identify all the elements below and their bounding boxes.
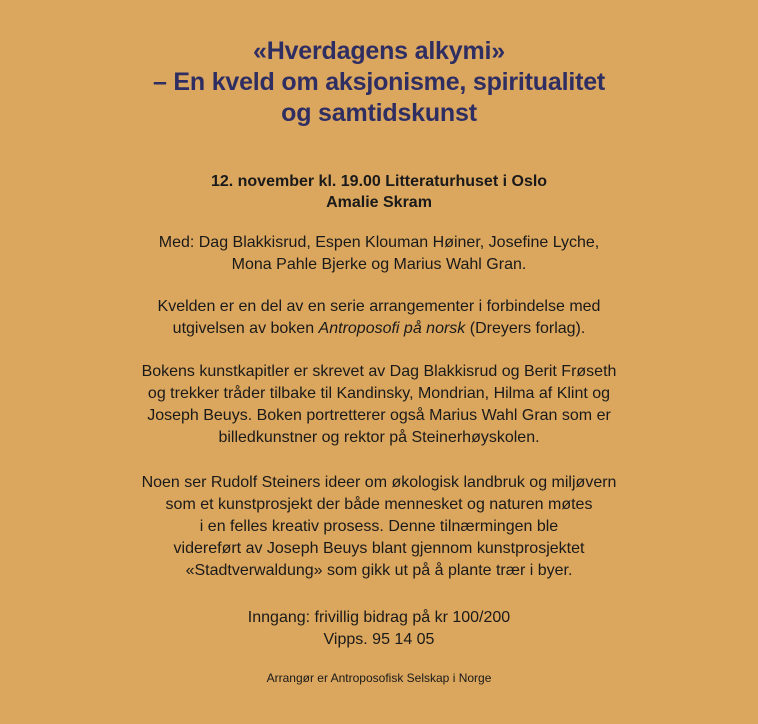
steiner-paragraph xyxy=(0,472,758,582)
title-line-3: og samtidskunst xyxy=(281,99,477,127)
book-line-2: og trekker tråder tilbake til Kandinsky, Mondrian, Hilma af Klint og xyxy=(147,385,611,402)
steiner-line-1: Noen ser Rudolf Steiners ideer om økologisk landbruk og miljøvern xyxy=(141,474,617,491)
admission-line-1: Inngang: frivillig bidrag på kr 100/200 xyxy=(247,609,511,626)
title-line-1: «Hverdagens alkymi» xyxy=(253,37,505,65)
steiner-line-2: som et kunstprosjekt der både mennesket og naturen møtes xyxy=(165,496,593,513)
book-title: Antroposofi på norsk xyxy=(318,320,466,337)
series-line-1: Kvelden er en del av en serie arrangementer i forbindelse med xyxy=(157,298,601,315)
event-date-location xyxy=(0,171,758,213)
title-line-2: – En kveld om aksjonisme, spiritualitet xyxy=(152,68,606,96)
book-paragraph xyxy=(0,361,758,449)
steiner-line-4: videreført av Joseph Beuys blant gjennom kunstprosjektet xyxy=(173,540,585,557)
admission-paragraph xyxy=(0,607,758,651)
event-datetime: 12. november kl. 19.00 Litteraturhuset i Oslo xyxy=(210,173,548,190)
event-room: Amalie Skram xyxy=(326,194,432,211)
participants-line-1: Med: Dag Blakkisrud, Espen Klouman Høiner, Josefine Lyche, xyxy=(158,234,600,251)
event-title xyxy=(0,36,758,129)
steiner-line-3: i en felles kreativ prosess. Denne tilnærmingen ble xyxy=(199,518,559,535)
steiner-line-5: «Stadtverwaldung» som gikk ut på å plante trær i byer. xyxy=(185,562,573,579)
series-paragraph xyxy=(0,296,758,340)
book-line-1: Bokens kunstkapitler er skrevet av Dag Blakkisrud og Berit Frøseth xyxy=(141,363,617,380)
book-line-3: Joseph Beuys. Boken portretterer også Marius Wahl Gran som er xyxy=(147,407,611,424)
admission-line-2: Vipps. 95 14 05 xyxy=(323,631,435,648)
series-line-2 xyxy=(0,318,758,340)
book-line-4: billedkunstner og rektor på Steinerhøyskolen. xyxy=(218,429,540,446)
participants-paragraph xyxy=(0,232,758,276)
participants-line-2: Mona Pahle Bjerke og Marius Wahl Gran. xyxy=(231,256,527,273)
organizer-note: Arrangør er Antroposofisk Selskap i Norge xyxy=(266,671,492,685)
series-line-2-before: utgivelsen av boken xyxy=(172,320,319,337)
series-line-2-after: (Dreyers forlag). xyxy=(465,320,586,337)
